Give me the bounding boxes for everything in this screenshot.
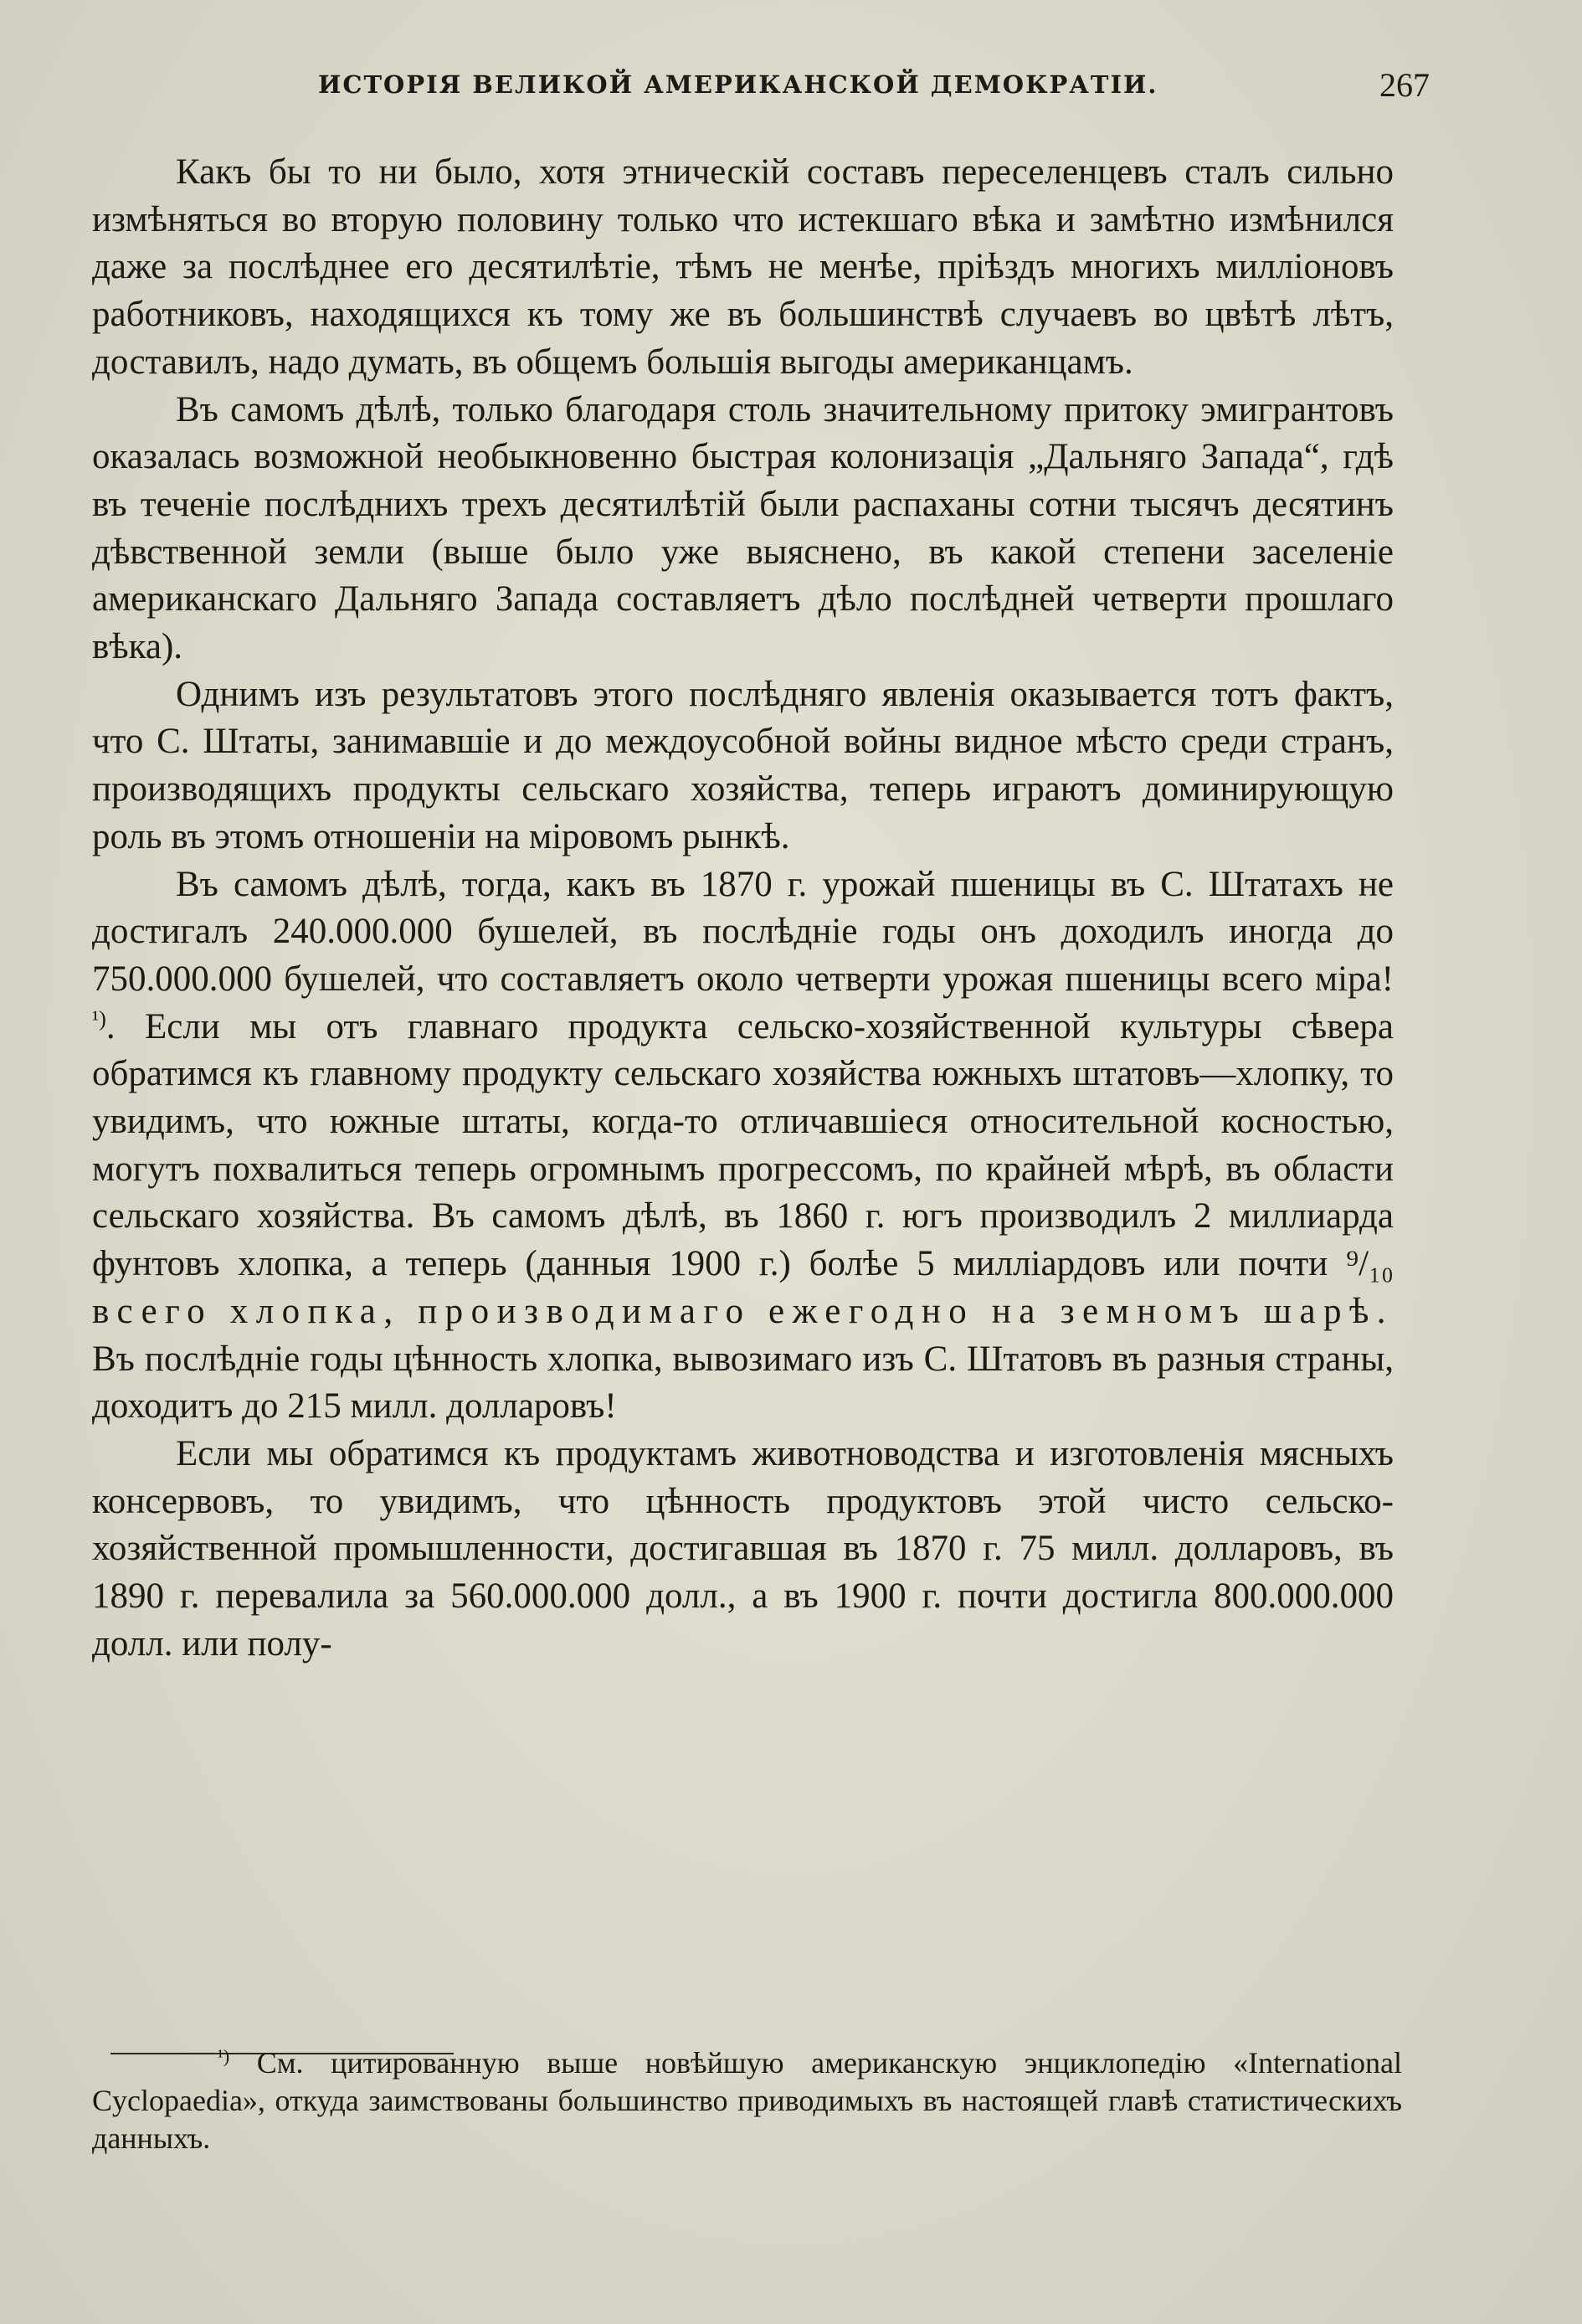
paragraph-5: Если мы обратимся къ продуктамъ животноводства и изготовленія мясныхъ консервовъ, то увидимъ, что цѣнность продуктовъ этой чисто сельско-хозяйственной промышленности, достигавшая въ 1870 г. 75 милл. долларовъ, въ 1890 г. перевалила за 560.000.000 долл., а въ 1900 г. почти достигла 800.000.000 долл. или полу- [92, 1433, 1394, 1663]
paragraph-1: Какъ бы то ни было, хотя этническій составъ переселенцевъ сталъ сильно измѣняться во вторую половину только что истекшаго вѣка и замѣтно измѣнился даже за послѣднее его десятилѣтіе, тѣмъ не менѣе, пріѣздъ многихъ милліоновъ работниковъ, находящихся къ тому же въ большинствѣ случаевъ во цвѣтѣ лѣтъ, доставилъ, надо думать, въ общемъ большія выгоды американцамъ. [92, 152, 1394, 382]
main-text [92, 149, 1394, 1668]
paragraph-3: Однимъ изъ результатовъ этого послѣдняго явленія оказывается тотъ фактъ, что С. Штаты, занимавшіе и до междоусобной войны видное мѣсто среди странъ, производящихъ продукты сельскаго хозяйства, теперь играютъ доминирующую роль въ этомъ отношеніи на міровомъ рынкѣ. [92, 674, 1394, 856]
paragraph-4-tail: Если мы отъ главнаго продукта сельско-хозяйственной культуры сѣвера обратимся къ главному продукту сельскаго хозяйства южныхъ штатовъ—хлопку, то увидимъ, что южные штаты, когда-то отличавшіеся относительной косностью, могутъ похвалиться теперь огромнымъ прогрессомъ, по крайней мѣрѣ, въ области сельскаго хозяйства. Въ самомъ дѣлѣ, въ 1860 г. югъ производилъ 2 миллиарда фунтовъ хлопка, а теперь (данныя 1900 г.) болѣе 5 милліардовъ или почти [92, 1006, 1394, 1284]
footnote-body: См. цитированную выше новѣйшую американскую энциклопедію «International Cyclopaedia», откуда заимствованы большинство приводимыхъ въ настоящей главѣ статистическихъ данныхъ. [92, 2046, 1403, 2155]
paragraph-4-end: Въ послѣдніе годы цѣнность хлопка, вывозимаго изъ С. Штатовъ въ разныя страны, доходитъ до 215 милл. долларовъ! [92, 1339, 1394, 1427]
spaced-emphasis: всего хлопка, производимаго ежегодно на земномъ шарѣ. [92, 1291, 1394, 1331]
fraction-nine-tenths: ⁹/₁₀ [1346, 1244, 1394, 1284]
page-header [92, 65, 1490, 116]
footnote-mark: ¹) [218, 2045, 230, 2067]
paragraph-2: Въ самомъ дѣлѣ, только благодаря столь значительному притоку эмигрантовъ оказалась возможной необыкновенно быстрая колонизація „Дальняго Запада“, гдѣ въ теченіе послѣднихъ трехъ десятилѣтій были распаханы сотни тысячъ десятинъ дѣвственной земли (выше было уже выяснено, въ какой степени заселеніе американскаго Дальняго Запада составляетъ дѣло послѣдней четверти прошлаго вѣка). [92, 389, 1394, 667]
footnote [92, 2044, 1402, 2157]
footnote-reference: ¹) [92, 1005, 106, 1031]
footnote-text [92, 2044, 1402, 2157]
running-title: ИСТОРІЯ ВЕЛИКОЙ АМЕРИКАНСКОЙ ДЕМОКРАТІИ. [318, 70, 1158, 99]
paragraph-4: Въ самомъ дѣлѣ, тогда, какъ въ 1870 г. урожай пшеницы въ С. Штатахъ не достигалъ 240.000.000 бушелей, въ послѣдніе годы онъ доходилъ иногда до 750.000.000 бушелей, что составляетъ около четверти урожая пшеницы всего міра! $^{^1)}$. Если мы отъ главнаго продукта сельско-хозяйственной культуры сѣвера обратимся къ главному продукту сельскаго хозяйства южныхъ штатовъ—хлопку, то увидимъ, что южные штаты, когда-то отличавшіеся относительной косностью, могутъ похвалиться теперь огромнымъ прогрессомъ, по крайней мѣрѣ, въ области сельскаго хозяйства. Въ самомъ дѣлѣ, въ 1860 г. югъ производилъ 2 миллиарда фунтовъ хлопка, а теперь (данныя 1900 г.) болѣе 5 милліардовъ или почти ⁹/₁₀ всего хлопка, производимаго ежегодно на земномъ шарѣ. Въ послѣдніе годы цѣнность хлопка, вывозимаго изъ С. Штатовъ въ разныя страны, доходитъ до 215 милл. долларовъ! [92, 864, 1394, 1427]
page-number: 267 [1379, 66, 1430, 104]
paragraph-4-start: Въ самомъ дѣлѣ, тогда, какъ въ 1870 г. урожай пшеницы въ С. Штатахъ не достигалъ 240.000.000 бушелей, въ послѣдніе годы онъ доходилъ иногда до 750.000.000 бушелей, что составляетъ около четверти урожая пшеницы всего міра! [92, 864, 1394, 999]
